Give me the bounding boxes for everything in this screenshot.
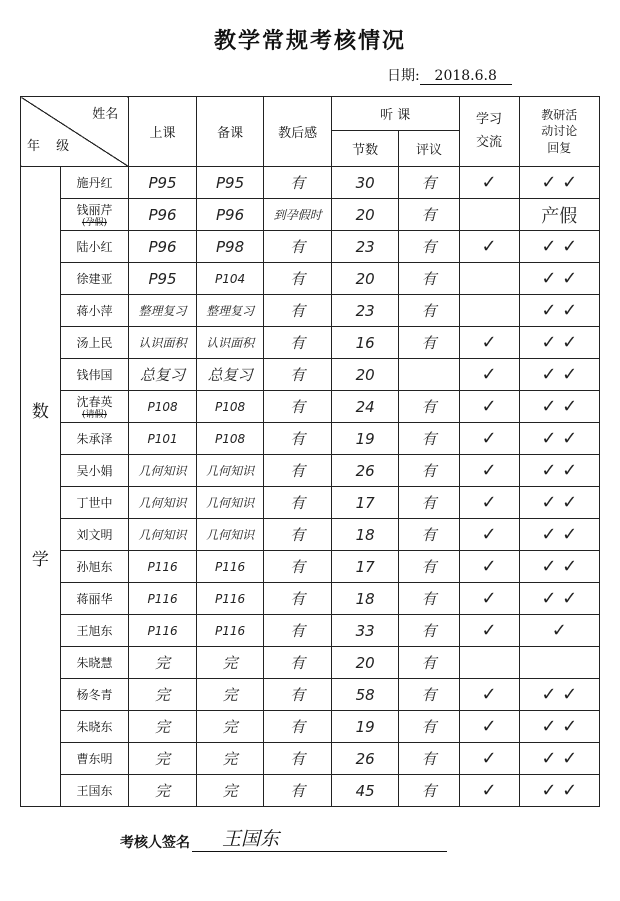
header-research <box>519 97 599 167</box>
signature-row <box>120 828 447 852</box>
teacher-name <box>60 551 129 583</box>
teacher-name-text: 刘文明 <box>76 528 113 542</box>
research-check <box>519 647 599 679</box>
teacher-name-text: 蒋丽华 <box>76 592 113 606</box>
teacher-name <box>60 167 129 199</box>
teacher-name <box>60 615 129 647</box>
teacher-name <box>60 743 129 775</box>
header-grade: 年 级 <box>27 139 76 154</box>
sessions-cell: 23 <box>331 295 399 327</box>
date-value: 2018.6.8 <box>420 68 512 85</box>
sessions-cell: 33 <box>331 615 399 647</box>
class-cell: 几何知识 <box>129 487 197 519</box>
header-comments: 评议 <box>399 131 459 167</box>
study-check: ✓ <box>459 583 519 615</box>
comments-cell: 有 <box>399 615 459 647</box>
class-cell: P95 <box>129 167 197 199</box>
teacher-name-text: 陆小红 <box>76 240 113 254</box>
class-cell: 认识面积 <box>129 327 197 359</box>
reflection-cell: 有 <box>264 327 332 359</box>
table-row <box>21 487 600 519</box>
teacher-name-note: (请假) <box>81 410 107 420</box>
header-study <box>459 97 519 167</box>
comments-cell: 有 <box>399 391 459 423</box>
comments-cell: 有 <box>399 679 459 711</box>
teacher-name-text: 王国东 <box>76 784 113 798</box>
table-row <box>21 423 600 455</box>
table-row <box>21 551 600 583</box>
study-check: ✓ <box>459 327 519 359</box>
teacher-name <box>60 711 129 743</box>
prep-cell: 认识面积 <box>196 327 264 359</box>
table-row <box>21 295 600 327</box>
sessions-cell: 18 <box>331 519 399 551</box>
teacher-name <box>60 583 129 615</box>
research-check: ✓ <box>519 615 599 647</box>
reflection-cell: 到孕假时 <box>264 199 332 231</box>
research-check: ✓ ✓ <box>519 743 599 775</box>
class-cell: 总复习 <box>129 359 197 391</box>
research-check: ✓ ✓ <box>519 263 599 295</box>
reflection-cell: 有 <box>264 647 332 679</box>
prep-cell: P95 <box>196 167 264 199</box>
sessions-cell: 58 <box>331 679 399 711</box>
teacher-name <box>60 327 129 359</box>
prep-cell: 几何知识 <box>196 487 264 519</box>
teacher-name <box>60 519 129 551</box>
research-check: ✓ ✓ <box>519 455 599 487</box>
comments-cell: 有 <box>399 231 459 263</box>
sessions-cell: 19 <box>331 423 399 455</box>
class-cell: P101 <box>129 423 197 455</box>
prep-cell: 几何知识 <box>196 455 264 487</box>
study-check <box>459 263 519 295</box>
table-row <box>21 359 600 391</box>
prep-cell: 完 <box>196 743 264 775</box>
teacher-name <box>60 775 129 807</box>
teacher-name <box>60 679 129 711</box>
class-cell: P96 <box>129 231 197 263</box>
reflection-cell: 有 <box>264 615 332 647</box>
sessions-cell: 20 <box>331 647 399 679</box>
grade-char-1: 数 <box>31 402 49 423</box>
table-row <box>21 391 600 423</box>
prep-cell: 几何知识 <box>196 519 264 551</box>
reflection-cell: 有 <box>264 583 332 615</box>
sessions-cell: 30 <box>331 167 399 199</box>
teacher-name <box>60 231 129 263</box>
teacher-name-text: 丁世中 <box>76 496 113 510</box>
sessions-cell: 18 <box>331 583 399 615</box>
prep-cell: P108 <box>196 423 264 455</box>
comments-cell: 有 <box>399 295 459 327</box>
comments-cell: 有 <box>399 711 459 743</box>
study-check: ✓ <box>459 487 519 519</box>
teacher-name-text: 曹东明 <box>76 752 113 766</box>
research-check: ✓ ✓ <box>519 327 599 359</box>
class-cell: P108 <box>129 391 197 423</box>
header-class: 上课 <box>129 97 197 167</box>
prep-cell: P116 <box>196 615 264 647</box>
table-row <box>21 775 600 807</box>
table-row <box>21 199 600 231</box>
study-check: ✓ <box>459 551 519 583</box>
reflection-cell: 有 <box>264 359 332 391</box>
research-check: ✓ ✓ <box>519 295 599 327</box>
header-research-line1: 教研活 <box>541 108 578 123</box>
reflection-cell: 有 <box>264 551 332 583</box>
comments-cell: 有 <box>399 647 459 679</box>
sessions-cell: 17 <box>331 487 399 519</box>
comments-cell: 有 <box>399 743 459 775</box>
study-check: ✓ <box>459 615 519 647</box>
sessions-cell: 20 <box>331 359 399 391</box>
prep-cell: 整理复习 <box>196 295 264 327</box>
header-sessions: 节数 <box>331 131 399 167</box>
grade-char-2: 学 <box>31 549 49 570</box>
comments-cell: 有 <box>399 263 459 295</box>
grade-cell <box>21 167 61 807</box>
comments-cell: 有 <box>399 199 459 231</box>
research-check: ✓ ✓ <box>519 551 599 583</box>
teacher-name-text: 吴小娟 <box>76 464 113 478</box>
research-check: ✓ ✓ <box>519 167 599 199</box>
comments-cell: 有 <box>399 327 459 359</box>
comments-cell: 有 <box>399 423 459 455</box>
reflection-cell: 有 <box>264 487 332 519</box>
research-check: 产假 <box>519 199 599 231</box>
sessions-cell: 20 <box>331 263 399 295</box>
study-check: ✓ <box>459 519 519 551</box>
research-check: ✓ ✓ <box>519 711 599 743</box>
comments-cell: 有 <box>399 583 459 615</box>
sessions-cell: 19 <box>331 711 399 743</box>
reflection-cell: 有 <box>264 519 332 551</box>
header-listen: 听 课 <box>331 97 459 131</box>
sessions-cell: 23 <box>331 231 399 263</box>
study-check: ✓ <box>459 743 519 775</box>
research-check: ✓ ✓ <box>519 231 599 263</box>
header-study-line2: 交流 <box>476 134 503 150</box>
class-cell: 几何知识 <box>129 455 197 487</box>
reflection-cell: 有 <box>264 391 332 423</box>
header-name-grade <box>21 97 129 167</box>
study-check: ✓ <box>459 423 519 455</box>
sessions-cell: 16 <box>331 327 399 359</box>
sessions-cell: 20 <box>331 199 399 231</box>
teacher-name-note: (孕假) <box>81 218 107 228</box>
reflection-cell: 有 <box>264 167 332 199</box>
teacher-name <box>60 487 129 519</box>
teacher-name-text: 汤上民 <box>76 336 113 350</box>
prep-cell: 完 <box>196 679 264 711</box>
teacher-name <box>60 359 129 391</box>
class-cell: P116 <box>129 615 197 647</box>
header-study-line1: 学习 <box>476 112 503 128</box>
study-check: ✓ <box>459 167 519 199</box>
class-cell: 完 <box>129 743 197 775</box>
date-field <box>387 65 512 85</box>
reflection-cell: 有 <box>264 775 332 807</box>
table-row <box>21 679 600 711</box>
teacher-name-text: 钱丽芹 <box>76 203 113 217</box>
comments-cell: 有 <box>399 775 459 807</box>
research-check: ✓ ✓ <box>519 487 599 519</box>
sessions-cell: 17 <box>331 551 399 583</box>
prep-cell: P104 <box>196 263 264 295</box>
study-check <box>459 199 519 231</box>
teacher-name <box>60 455 129 487</box>
comments-cell <box>399 359 459 391</box>
teacher-name-text: 蒋小萍 <box>76 304 113 318</box>
class-cell: 整理复习 <box>129 295 197 327</box>
class-cell: 完 <box>129 679 197 711</box>
research-check: ✓ ✓ <box>519 359 599 391</box>
study-check: ✓ <box>459 359 519 391</box>
teacher-name-text: 孙旭东 <box>76 560 113 574</box>
reflection-cell: 有 <box>264 711 332 743</box>
prep-cell: P116 <box>196 551 264 583</box>
teacher-name <box>60 647 129 679</box>
date-label: 日期: <box>387 68 420 84</box>
header-reflection: 教后感 <box>264 97 332 167</box>
signature-label: 考核人签名 <box>120 835 190 851</box>
table-row <box>21 519 600 551</box>
class-cell: 完 <box>129 775 197 807</box>
research-check: ✓ ✓ <box>519 583 599 615</box>
teacher-name <box>60 295 129 327</box>
teacher-name-text: 朱晓慧 <box>76 656 113 670</box>
reflection-cell: 有 <box>264 679 332 711</box>
class-cell: 完 <box>129 647 197 679</box>
table-row <box>21 711 600 743</box>
reflection-cell: 有 <box>264 295 332 327</box>
reflection-cell: 有 <box>264 231 332 263</box>
header-prep: 备课 <box>196 97 264 167</box>
prep-cell: 总复习 <box>196 359 264 391</box>
sessions-cell: 26 <box>331 455 399 487</box>
reflection-cell: 有 <box>264 263 332 295</box>
assessment-table <box>20 96 600 807</box>
table-row <box>21 455 600 487</box>
study-check: ✓ <box>459 231 519 263</box>
header-research-line3: 回复 <box>547 140 572 155</box>
prep-cell: 完 <box>196 775 264 807</box>
comments-cell: 有 <box>399 519 459 551</box>
prep-cell: P116 <box>196 583 264 615</box>
teacher-name-text: 施丹红 <box>76 176 113 190</box>
signature-line <box>192 828 447 852</box>
study-check <box>459 647 519 679</box>
table-row <box>21 263 600 295</box>
teacher-name <box>60 199 129 231</box>
study-check: ✓ <box>459 775 519 807</box>
reflection-cell: 有 <box>264 455 332 487</box>
teacher-name-text: 徐建亚 <box>76 272 113 286</box>
prep-cell: P96 <box>196 199 264 231</box>
study-check: ✓ <box>459 455 519 487</box>
table-row <box>21 647 600 679</box>
prep-cell: 完 <box>196 647 264 679</box>
class-cell: P116 <box>129 583 197 615</box>
comments-cell: 有 <box>399 487 459 519</box>
teacher-name-text: 钱伟国 <box>76 368 113 382</box>
table-row <box>21 583 600 615</box>
study-check: ✓ <box>459 711 519 743</box>
comments-cell: 有 <box>399 551 459 583</box>
prep-cell: P108 <box>196 391 264 423</box>
research-check: ✓ ✓ <box>519 391 599 423</box>
class-cell: 完 <box>129 711 197 743</box>
table-row <box>21 743 600 775</box>
study-check <box>459 295 519 327</box>
teacher-name-text: 朱承泽 <box>76 432 113 446</box>
teacher-name <box>60 263 129 295</box>
comments-cell: 有 <box>399 167 459 199</box>
table-row <box>21 167 600 199</box>
prep-cell: 完 <box>196 711 264 743</box>
table-row <box>21 327 600 359</box>
reflection-cell: 有 <box>264 423 332 455</box>
teacher-name-text: 沈春英 <box>76 395 113 409</box>
class-cell: P95 <box>129 263 197 295</box>
reflection-cell: 有 <box>264 743 332 775</box>
header-research-line2: 动讨论 <box>541 124 578 139</box>
sessions-cell: 24 <box>331 391 399 423</box>
research-check: ✓ ✓ <box>519 519 599 551</box>
research-check: ✓ ✓ <box>519 775 599 807</box>
research-check: ✓ ✓ <box>519 423 599 455</box>
research-check: ✓ ✓ <box>519 679 599 711</box>
sessions-cell: 26 <box>331 743 399 775</box>
class-cell: 几何知识 <box>129 519 197 551</box>
comments-cell: 有 <box>399 455 459 487</box>
teacher-name <box>60 391 129 423</box>
teacher-name <box>60 423 129 455</box>
prep-cell: P98 <box>196 231 264 263</box>
sessions-cell: 45 <box>331 775 399 807</box>
study-check: ✓ <box>459 391 519 423</box>
teacher-name-text: 朱晓东 <box>76 720 113 734</box>
study-check: ✓ <box>459 679 519 711</box>
class-cell: P96 <box>129 199 197 231</box>
teacher-name-text: 杨冬青 <box>76 688 113 702</box>
teacher-name-text: 王旭东 <box>76 624 113 638</box>
table-row <box>21 615 600 647</box>
table-row <box>21 231 600 263</box>
class-cell: P116 <box>129 551 197 583</box>
signature-value: 王国东 <box>222 828 280 850</box>
page-title: 教学常规考核情况 <box>213 28 406 54</box>
header-name: 姓名 <box>92 107 119 122</box>
